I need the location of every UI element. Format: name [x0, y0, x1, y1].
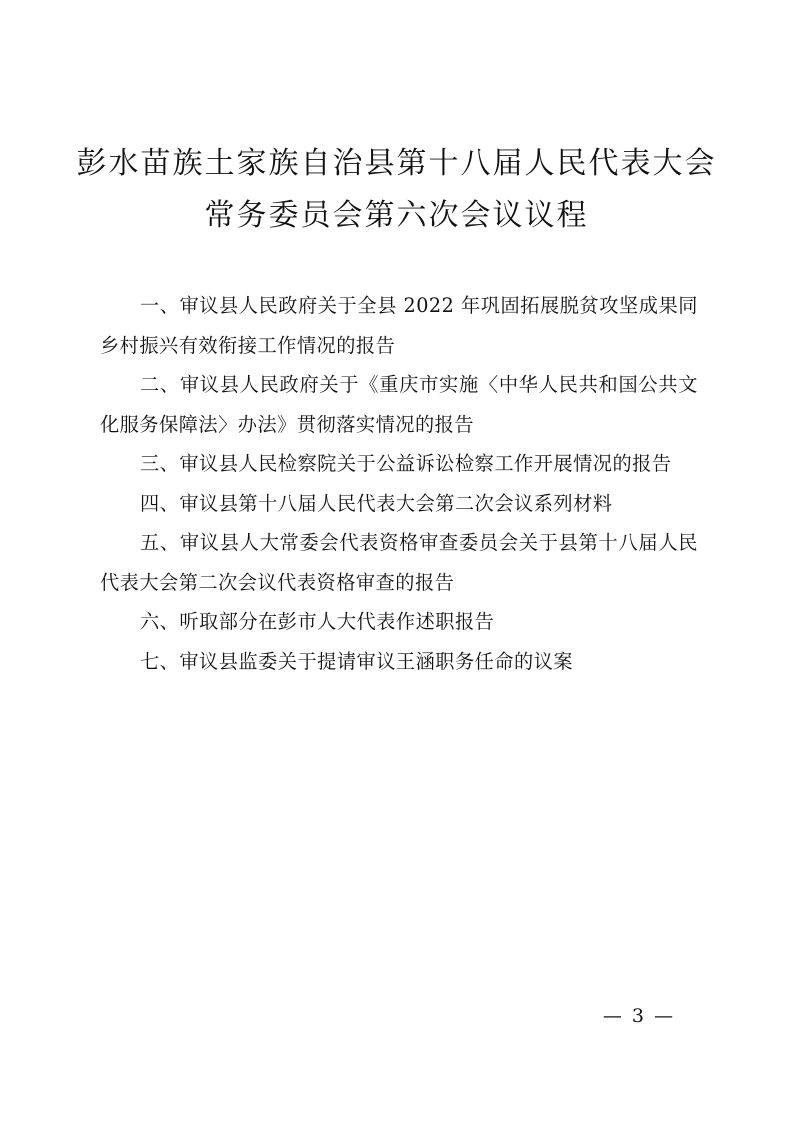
agenda-item-5: 五、审议县人大常委会代表资格审查委员会关于县第十八届人民代表大会第二次会议代表资格审查的报告 [100, 531, 698, 594]
agenda-item-7: 七、审议县监委关于提请审议王涵职务任命的议案 [140, 649, 574, 673]
agenda-list [100, 286, 698, 681]
document-title-line-1: 彭水苗族土家族自治县第十八届人民代表大会 [76, 146, 717, 181]
document-title-line-2: 常务委员会第六次会议议程 [204, 198, 589, 233]
agenda-item-6: 六、听取部分在彭市人大代表作述职报告 [140, 610, 495, 633]
agenda-item-3: 三、审议县人民检察院关于公益诉讼检察工作开展情况的报告 [140, 452, 672, 475]
agenda-item-1: 一、审议县人民政府关于全县 2022 年巩固拓展脱贫攻坚成果同乡村振兴有效衔接工作情况的报告 [100, 294, 698, 357]
agenda-item-4: 四、审议县第十八届人民代表大会第二次会议系列材料 [140, 491, 613, 515]
agenda-item-2: 二、审议县人民政府关于《重庆市实施〈中华人民共和国公共文化服务保障法〉办法》贯彻落实情况的报告 [100, 373, 698, 436]
page-number: — 3 — [602, 1005, 675, 1027]
